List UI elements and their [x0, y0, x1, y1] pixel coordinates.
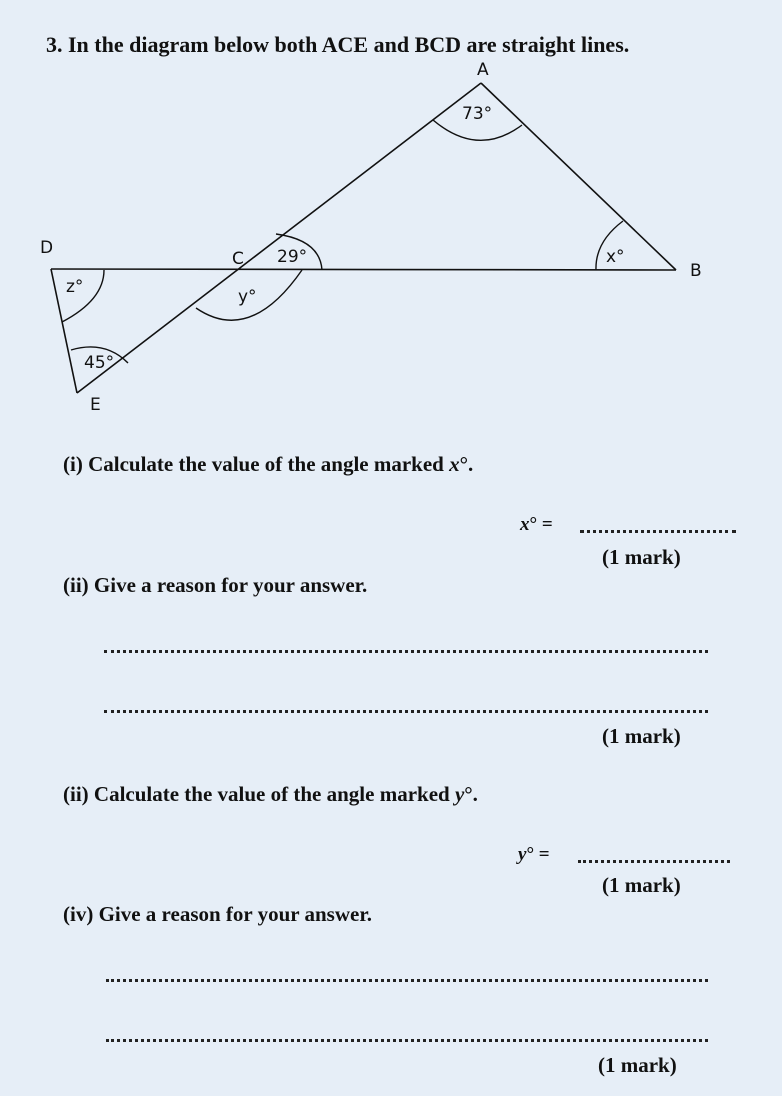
- angle-label-B: x°: [606, 247, 625, 267]
- part-2-question: (ii) Give a reason for your answer.: [63, 573, 368, 597]
- point-label-D: D: [40, 238, 54, 258]
- part-2-mark: (1 mark): [602, 724, 681, 748]
- part-3-answer-blank[interactable]: [578, 860, 730, 863]
- part-4-answer-line-1[interactable]: [106, 979, 708, 982]
- part-3-answer-label: y° =: [518, 844, 550, 865]
- part-2-answer-line-1[interactable]: [104, 650, 708, 653]
- part-1-question: (i) Calculate the value of the angle marked x°.: [63, 452, 474, 476]
- point-label-B: B: [690, 261, 702, 281]
- line-BCD: [51, 269, 676, 270]
- part-3-question: (ii) Calculate the value of the angle marked y°.: [63, 782, 478, 806]
- question-title: 3. In the diagram below both ACE and BCD are straight lines.: [46, 32, 630, 57]
- angle-label-C-top: 29°: [277, 247, 308, 267]
- part-1-answer-blank[interactable]: [580, 530, 736, 533]
- part-4-mark: (1 mark): [598, 1053, 677, 1077]
- angle-label-D: z°: [66, 277, 84, 297]
- point-label-C: C: [232, 249, 244, 269]
- part-1-mark: (1 mark): [602, 545, 681, 569]
- point-label-A: A: [477, 60, 489, 80]
- point-label-E: E: [90, 395, 101, 415]
- triangle-diagram: [0, 0, 782, 430]
- angle-label-E: 45°: [84, 353, 115, 373]
- part-4-answer-line-2[interactable]: [106, 1039, 708, 1042]
- part-4-question: (iv) Give a reason for your answer.: [63, 902, 372, 926]
- part-2-answer-line-2[interactable]: [104, 710, 708, 713]
- angle-label-C-bottom: y°: [238, 287, 257, 307]
- part-3-mark: (1 mark): [602, 873, 681, 897]
- part-1-answer-label: x° =: [520, 514, 553, 535]
- line-AB: [481, 83, 676, 270]
- line-ACE: [77, 83, 481, 393]
- angle-label-A: 73°: [462, 104, 493, 124]
